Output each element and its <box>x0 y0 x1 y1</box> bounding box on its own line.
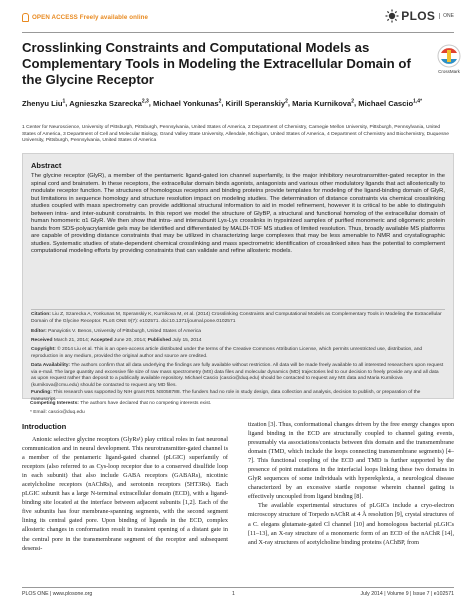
intro-right-paragraphs <box>248 420 454 547</box>
meta-separator <box>31 309 445 310</box>
crossmark-icon <box>437 44 461 68</box>
author-affiliation-marker: 2 <box>351 98 355 104</box>
abstract-text: The glycine receptor (GlyR), a member of the pentameric ligand-gated ion channel superfamily, is the major inhibitory neurotransmitter-gated receptor in the spinal cord and brainstem. In these receptors, the extracellular domain binds agonists, antagonists and various other modulatory ligands that act allosterically to modulate receptor function. The structures of homologous receptors and binding proteins provide templates for modeling of the ligand-binding domain of GlyR, but limitations in sequence homology and structure resolution impact on modeling studies. The determination of distance constraints via chemical crosslinking studies coupled with mass spectrometry can provide additional structural information to aid in model refinement, however it is critical to be able to distinguish between intra- and inter-subunit constraints. In this report we model the structure of GlyBP, a structural and functional homolog of the extracellular domain of human homomeric α1 GlyR. We then show that intra- and intersubunit Lys-Lys crosslinks in trypsinized samples of purified monomeric and oligomeric protein bands from SDS-polyacrylamide gels may be identified and differentiated by MALDI-TOF MS studies of limited resolution. Thus, broadly available MS platforms are capable of providing distance constraints that may be utilized in characterizing large complexes that may be less amenable to NMR and crystallographic studies. Systematic studies of state-dependent chemical crosslinking and mass spectrometric identification of crosslinked sites has the potential to complement computational modeling efforts by providing constraints that can validate and refine allosteric models. <box>31 173 445 254</box>
footer-page-number: 1 <box>232 591 235 597</box>
citation-line: Citation: Liu Z, Szarecka A, Yonkunas M, Speranskiy K, Kurnikova M, et al. (2014) Crosslinking Constraints and Computational Models as Complementary Tools in Modeling the Extracellular Domain of the Glycine Receptor. PLoS ONE 9(7): e102571. doi:10.1371/journal.pone.0102571 <box>31 312 442 324</box>
intro-right-column <box>248 420 454 547</box>
crossmark-badge[interactable] <box>432 44 466 74</box>
data-availability-text: The authors confirm that all data underlying the findings are fully available without restriction. All data will be made freely available to all interested researchers upon request via e-mail. The large quantity and excessive file size of raw mass spectrometry (MS) data files and molecular dynamics (MD) trajectories led to our decision to freely provide any and all data as upon request rather than deposit to a publically available repository. Michael Cascio (cascio@duq.edu) should be contacted to request any MS data and Maria Kurnikova (kurnikova@cmu.edu) should be contacted to request any MD files. <box>31 363 444 388</box>
footer-issue-info: July 2014 | Volume 9 | Issue 7 | e102571 <box>360 591 454 597</box>
page-footer <box>22 591 454 600</box>
open-access-badge[interactable] <box>22 12 148 22</box>
affiliations: 1 Center for Neuroscience, University of Pittsburgh, Pittsburgh, Pennsylvania, United States of America, 2 Department of Chemistry, Carnegie Mellon University, Pittsburgh, Pennsylvania, United States of America, 3 Department of Cell and Molecular Biology, Grand Valley State University, Allendale, Michigan, United States of America, 4 Department of Chemistry and Biochemistry, Duquesne University, Pittsburgh, Pennsylvania, United States of America <box>22 125 449 144</box>
author-name[interactable]: Agnieszka Szarecka$^{2,3}$ <box>69 98 149 108</box>
copyright-line: Copyright: © 2014 Liu et al. This is an open-access article distributed under the terms of the Creative Commons Attribution License, which permits unrestricted use, distribution, and reproduction in any medium, provided the original author and source are credited. <box>31 347 423 359</box>
author-affiliation-marker: 2 <box>285 98 288 104</box>
competing-interests-text: The authors have declared that no competing interests exist. <box>80 401 212 406</box>
journal-name-sub: ONE <box>439 13 454 19</box>
footer-rule <box>22 587 454 588</box>
intro-left-paragraphs <box>22 435 228 553</box>
email-link[interactable]: cascio@duq.edu <box>48 410 85 415</box>
author-name[interactable]: Michael Yonkunas$^2$ <box>153 98 222 108</box>
intro-paragraph: Anionic selective glycine receptors (GlyRs¹) play critical roles in fast neuronal communication and in neural development. This neurotransmitter-gated channel is a member of the pentameric ligand-gated channel (pLGIC) superfamily of receptors (also referred to as Cys-loop receptor due to a conserved disulfide loop in each subunit) that also include GABA receptors (GABARs), nicotinic acetylcholine receptors (nAChRs), and serotonin receptors (5HT3Rs). Each pLGIC subunit has a large N-terminal extracellular domain (ECD), with a ligand-binding site located at the interface between adjacent subunits [1,2]. Each of the five subunits has four membrane-spanning segments, with the second segment lining its central gated pore. Upon binding of ligands in the ECD, complex allosteric changes in conformation result in transient opening of a distant gate in the central pore in the transmembrane segment of the receptor and subsequent desensi- <box>22 436 228 552</box>
header-rule <box>22 32 454 33</box>
editor-text: Panayiotis V. Benos, University of Pittsburgh, United States of America <box>48 329 201 334</box>
data-availability-line: Data Availability: The authors confirm that all data underlying the findings are fully available without restriction. All data will be made freely available to all interested researchers upon request via e-mail. The large quantity and excessive file size of raw mass spectrometry (MS) data files and molecular dynamics (MD) trajectories led to our decision to freely provide any and all data as upon request rather than deposit to a publically available repository. Michael Cascio (cascio@duq.edu) should be contacted to request any MS data and Maria Kurnikova (kurnikova@cmu.edu) should be contacted to request any MD files. <box>31 363 444 388</box>
competing-interests-line: Competing Interests: The authors have declared that no competing interests exist. <box>30 401 212 406</box>
author-affiliation-marker: 2 <box>218 98 222 104</box>
open-access-lock-icon <box>22 13 29 22</box>
citation-text: Liu Z, Szarecka A, Yonkunas M, Speranskiy K, Kurnikova M, et al. (2014) Crosslinking Constraints and Computational Models as Complementary Tools in Modeling the Extracellular Domain of the Glycine Receptor. PLoS ONE 9(7): e102571. doi:10.1371/journal.pone.0102571 <box>31 312 442 324</box>
author-name[interactable]: Michael Cascio$^{1,4*}$ <box>358 98 423 108</box>
footer-journal-url[interactable]: PLOS ONE | www.plosone.org <box>22 591 93 597</box>
journal-name: PLOS <box>401 9 436 23</box>
intro-heading: Introduction <box>22 422 67 431</box>
funding-text: This research was supported by NIH grant R01 NS058788. The funders had no role in study design, data collection and analysis, decision to publish, or preparation of the manuscript. <box>31 390 421 402</box>
page-header <box>0 0 474 34</box>
intro-paragraph: tization [3]. Thus, conformational changes driven by the free energy changes upon ligand binding in the ECD are structurally coupled to channel gating events, presumably via associations/contacts between this domain and the transmembrane domain (TMD, which include the loops connecting transmembrane segments) [4–7]. This functional coupling of the ECD and TMD is further supported by the presence of point mutations in the interfacial loops linking these two domains in GlyR sequences of some individuals with hyperekplexia, a neurological disease characterized by an excessive startle response wherein channel gating is effectively uncoupled from ligand binding [8]. <box>248 421 454 501</box>
author-affiliation-marker: 2,3 <box>141 98 149 104</box>
article-title: Crosslinking Constraints and Computational Models as Complementary Tools in Modeling the Extracellular Domain of the Glycine Receptor <box>22 40 411 87</box>
author-list: Zhenyu Liu$^1$, Agnieszka Szarecka$^{2,3}$, Michael Yonkunas$^2$, Kirill Speranskiy$^2$, Maria Kurnikova$^2$, Michael Cascio$^{1,4*}$ <box>22 98 423 108</box>
intro-left-column <box>22 422 228 553</box>
journal-logo[interactable] <box>385 9 454 23</box>
abstract-heading: Abstract <box>31 161 62 170</box>
email-line: * Email: cascio@duq.edu <box>30 410 85 415</box>
crossmark-label: CrossMark <box>438 69 460 74</box>
author-affiliation-marker: 1 <box>62 98 66 104</box>
plos-sun-icon <box>385 9 399 23</box>
copyright-text: © 2014 Liu et al. This is an open-access article distributed under the terms of the Creative Commons Attribution License, which permits unrestricted use, distribution, and reproduction in any medium, provided the original author and source are credited. <box>31 347 423 359</box>
funding-line: Funding: This research was supported by NIH grant R01 NS058788. The funders had no role in study design, data collection and analysis, decision to publish, or preparation of the manuscript. <box>31 390 421 402</box>
open-access-label: OPEN ACCESS Freely available online <box>32 13 149 21</box>
author-name[interactable]: Maria Kurnikova$^2$ <box>292 98 355 108</box>
editor-line: Editor: Panayiotis V. Benos, University of Pittsburgh, United States of America <box>31 329 201 334</box>
author-affiliation-marker: 1,4* <box>413 98 423 104</box>
intro-paragraph: The available experimental structures of pLGICs include a cryo-electron microscopy structure of Torpedo nAChR at 4 Å resolution [9], crystal structures of a C. elegans glutamate-gated Cl channel [10] and homologous bacterial pLGICs [11–13], an X-ray structure of a monomeric form of an ECD of the nAChR [14], and X-ray structures of acetylcholine binding proteins (AChBP, from <box>248 502 454 546</box>
author-name[interactable]: Zhenyu Liu$^1$ <box>22 98 66 108</box>
author-name[interactable]: Kirill Speranskiy$^2$ <box>225 98 288 108</box>
dates-line: Received March 21, 2014; Accepted June 20, 2014; Published July 15, 2014 <box>31 338 202 343</box>
abstract-box <box>22 153 454 402</box>
